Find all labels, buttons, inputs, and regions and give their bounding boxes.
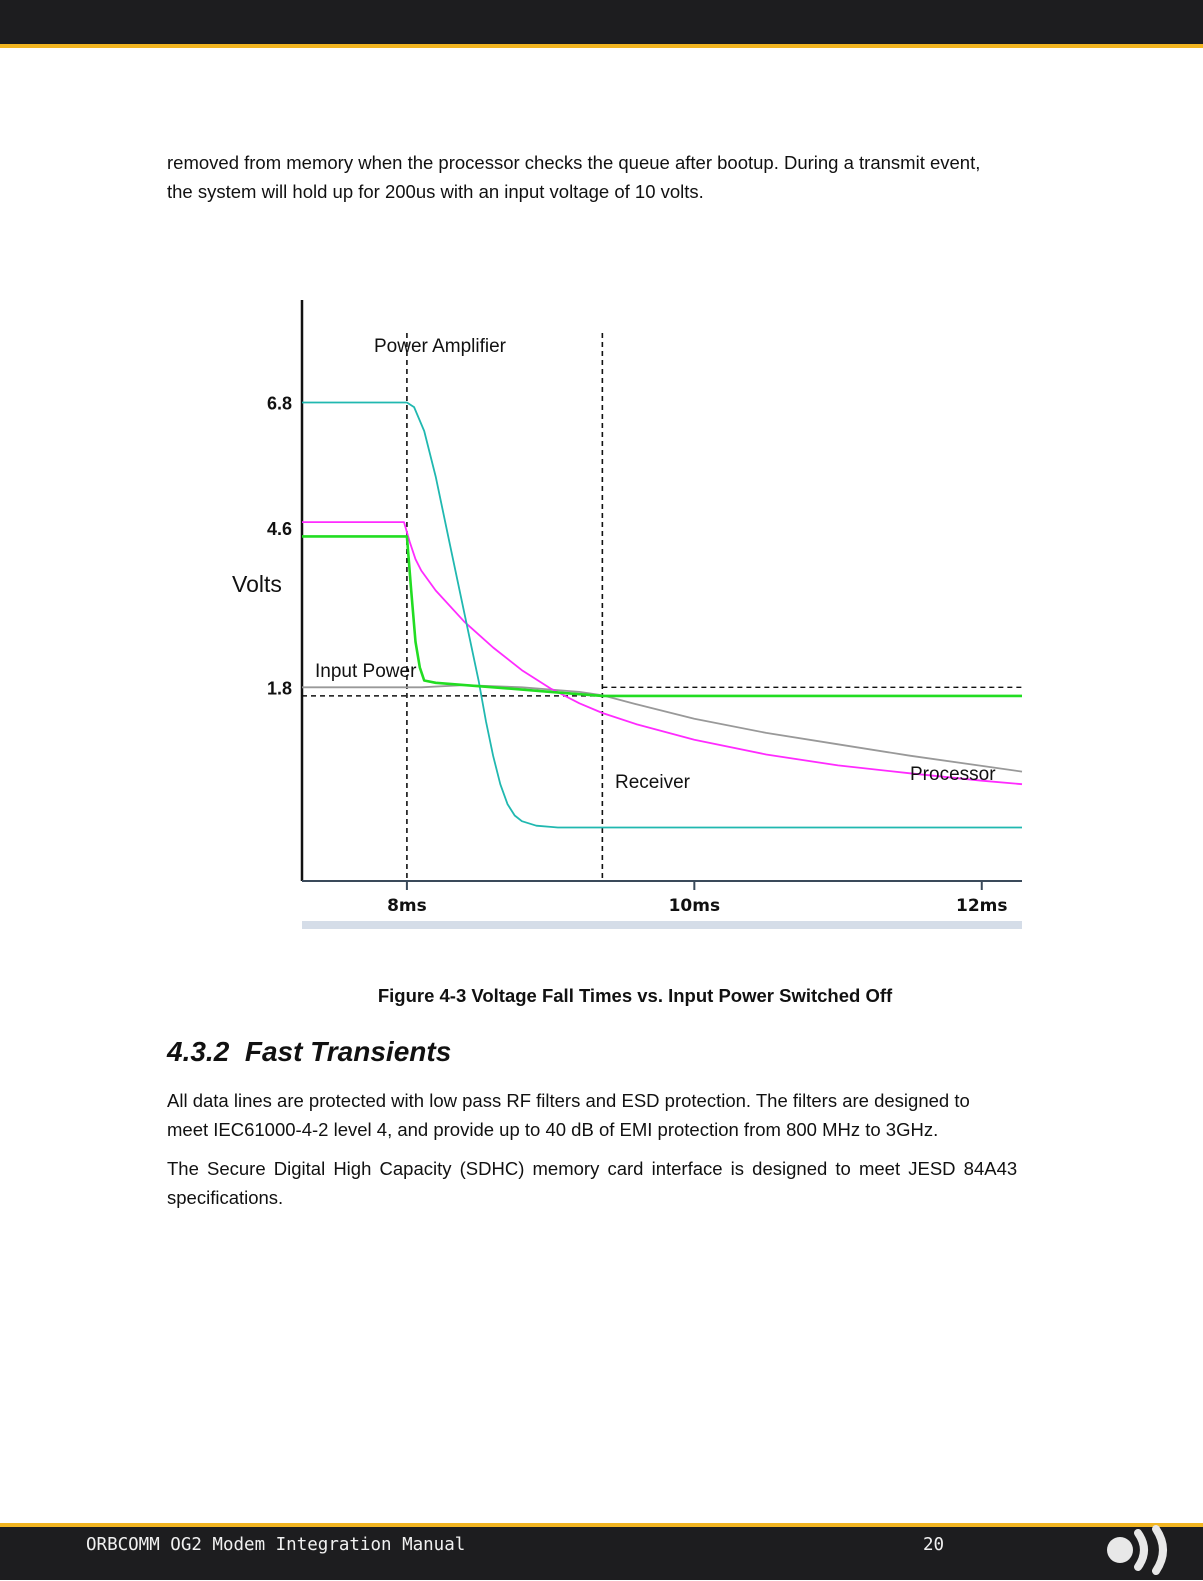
footer-page-number: 20 [923,1535,945,1555]
series-label-processor: Processor [910,764,996,785]
y-tick-label-0: 6.8 [266,393,292,414]
series-line-input-power [302,536,1022,696]
x-axis-scrollbar [302,921,1022,929]
series-line-processor [302,685,1022,772]
orbcomm-logo-icon [1098,1525,1188,1575]
footer-title: ORBCOMM OG2 Modem Integration Manual [86,1535,466,1555]
x-tick-label-2: 12ms [956,896,1008,916]
intro-line-1: removed from memory when the processor checks the queue after bootup. During a transmit event, [167,152,981,173]
y-axis-label: Volts [232,571,282,597]
y-tick-label-1: 4.6 [266,518,292,539]
para2-line-1: All data lines are protected with low pass RF filters and ESD protection. The filters are designed to [167,1090,970,1111]
page-header-bar [0,0,1203,48]
series-label-input-power: Input Power [315,661,417,682]
y-tick-label-2: 1.8 [266,678,292,699]
para3-line-1: The Secure Digital High Capacity (SDHC) memory card interface is designed to meet JESD 84A43 [167,1158,1018,1179]
intro-line-2: the system will hold up for 200us with an input voltage of 10 volts. [167,181,704,202]
series-label-receiver: Receiver [615,772,690,793]
series-label-power-amplifier: Power Amplifier [374,336,506,357]
series-line-receiver [302,522,1022,784]
para3-line-2: specifications. [167,1187,284,1208]
fast-transients-paragraph [167,1086,1085,1144]
figure-caption: Figure 4-3 Voltage Fall Times vs. Input Power Switched Off [377,985,893,1006]
x-tick-label-0: 8ms [387,896,427,916]
series-line-power-amplifier [302,403,1022,828]
section-heading: 4.3.2 Fast Transients [167,1036,452,1067]
sdhc-paragraph [167,1154,1085,1212]
intro-paragraph [167,148,1085,206]
para2-line-2: meet IEC61000-4-2 level 4, and provide up to 40 dB of EMI protection from 800 MHz to 3GHz. [167,1119,939,1140]
x-tick-label-1: 10ms [668,896,721,916]
